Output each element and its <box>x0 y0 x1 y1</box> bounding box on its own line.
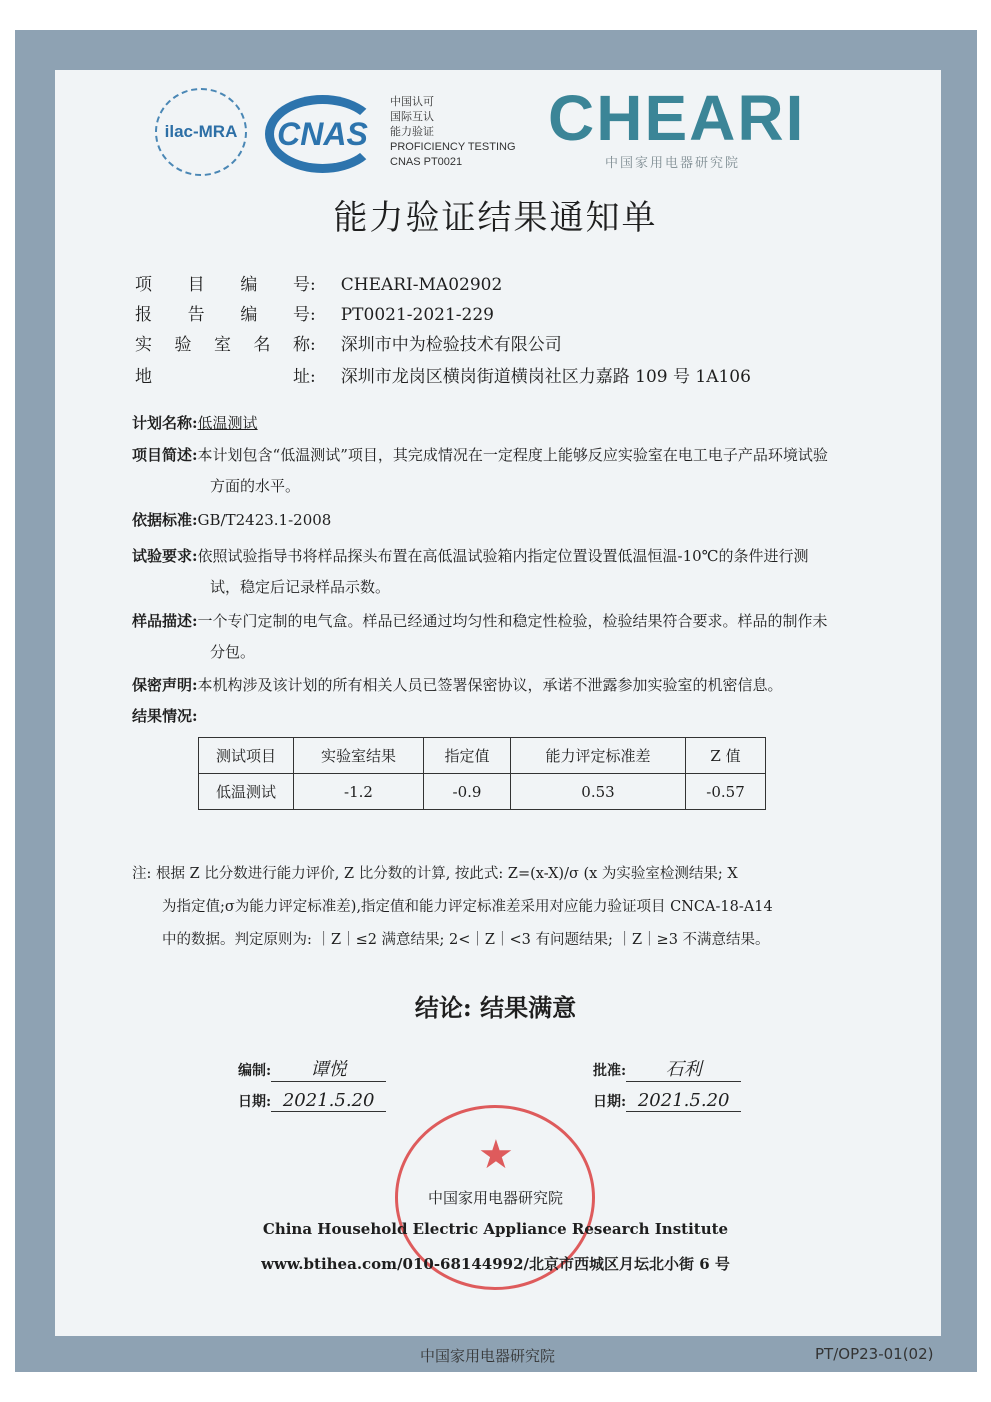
info-label: 地址 <box>135 367 310 387</box>
table-row <box>199 774 766 810</box>
note-line: 中的数据。判定原则为: ｜Z｜≤2 满意结果; 2<｜Z｜<3 有问题结果; ｜Z｜≥3 不满意结果。 <box>162 932 770 948</box>
pt-line: PROFICIENCY TESTING <box>390 141 516 153</box>
info-label: 项目编号 <box>135 275 310 295</box>
info-row: 报告编号: PT0021-2021-229 <box>135 300 494 325</box>
label: 批准: <box>593 1063 627 1079</box>
pt-line: 中国认可 <box>390 96 434 108</box>
conclusion: 结论: 结果满意 <box>414 993 577 1022</box>
ilac-mra-logo: ilac-MRA <box>155 88 247 176</box>
cell: -1.2 <box>294 774 424 810</box>
pt-line: 能力验证 <box>390 126 434 138</box>
signature: 谭悦 <box>271 1055 386 1082</box>
info-value: 深圳市中为检验技术有限公司 <box>340 335 562 355</box>
results-table <box>198 737 766 810</box>
signature: 石利 <box>626 1055 741 1082</box>
note-line: 为指定值;σ为能力评定标准差),指定值和能力评定标准差采用对应能力验证项目 CNCA-18-A14 <box>162 899 773 915</box>
requirement <box>132 541 837 603</box>
info-value: PT0021-2021-229 <box>340 305 494 325</box>
info-label: 实验室名称 <box>135 335 310 355</box>
cheari-subtitle: 中国家用电器研究院 <box>605 156 741 171</box>
value: 依照试验指导书将样品探头布置在高低温试验箱内指定位置设置低温恒温-10℃的条件进行测试，稳定后记录样品示数。 <box>197 547 809 596</box>
institute-cn: 中国家用电器研究院 <box>427 1189 563 1207</box>
cell: 低温测试 <box>199 774 294 810</box>
cell: -0.9 <box>424 774 511 810</box>
date-handwritten: 2021.5.20 <box>626 1090 741 1112</box>
pt-line: 国际互认 <box>390 111 434 123</box>
compiled-by <box>238 1055 386 1082</box>
footer-right: PT/OP23-01(02) <box>815 1345 934 1363</box>
info-row: 地址: 深圳市龙岗区横岗街道横岗社区力嘉路 109 号 1A106 <box>135 362 751 387</box>
header-cell: 指定值 <box>424 738 511 774</box>
value: 低温测试 <box>197 414 258 432</box>
label: 编制: <box>238 1063 272 1079</box>
standard <box>132 505 837 536</box>
confidential <box>132 670 837 701</box>
table-header <box>199 738 766 774</box>
label: 保密声明: <box>132 676 198 694</box>
value: 本机构涉及该计划的所有相关人员已签署保密协议，承诺不泄露参加实验室的机密信息。 <box>197 676 783 694</box>
header-cell: Z 值 <box>686 738 766 774</box>
value: 本计划包含“低温测试”项目，其完成情况在一定程度上能够反应实验室在电工电子产品环境试验方面的水平。 <box>197 446 828 495</box>
note-line: 注: 根据 Z 比分数进行能力评价, Z 比分数的计算, 按此式: Z=(x-X)/σ (x 为实验室检测结果; X <box>132 866 738 882</box>
label: 依据标准: <box>132 511 198 529</box>
info-row: 项目编号: CHEARI-MA02902 <box>135 270 502 295</box>
sample <box>132 606 837 668</box>
approved-by <box>593 1055 741 1082</box>
stamp-star-icon: ★ <box>478 1132 514 1178</box>
cheari-logo: CHEARI <box>548 82 806 154</box>
plan-name <box>132 408 837 439</box>
value: GB/T2423.1-2008 <box>197 511 332 529</box>
label: 结果情况: <box>132 707 198 725</box>
cell: -0.57 <box>686 774 766 810</box>
value: 一个专门定制的电气盒。样品已经通过均匀性和稳定性检验，检验结果符合要求。样品的制作未分包。 <box>197 612 828 661</box>
institute-en: China Household Electric Appliance Research Institute <box>262 1220 729 1238</box>
label: 项目简述: <box>132 446 198 464</box>
note <box>132 858 842 957</box>
footer-left: 中国家用电器研究院 <box>420 1347 556 1365</box>
label: 日期: <box>593 1094 627 1110</box>
info-value: 深圳市龙岗区横岗街道横岗社区力嘉路 109 号 1A106 <box>340 367 751 387</box>
description <box>132 440 837 502</box>
compiled-date <box>238 1090 386 1112</box>
label: 日期: <box>238 1094 272 1110</box>
pt-logo-text <box>390 95 516 170</box>
contact: www.btihea.com/010-68144992/北京市西城区月坛北小街 6 号 <box>261 1255 730 1273</box>
approved-date <box>593 1090 741 1112</box>
results-label <box>132 701 837 732</box>
pt-line: CNAS PT0021 <box>390 156 463 168</box>
cnas-logo: CNAS <box>265 95 380 173</box>
date-handwritten: 2021.5.20 <box>271 1090 386 1112</box>
label: 计划名称: <box>132 414 198 432</box>
document-title: 能力验证结果通知单 <box>333 198 658 238</box>
header-cell: 实验室结果 <box>294 738 424 774</box>
header-cell: 测试项目 <box>199 738 294 774</box>
label: 试验要求: <box>132 547 198 565</box>
header-cell: 能力评定标准差 <box>511 738 686 774</box>
info-label: 报告编号 <box>135 305 310 325</box>
info-row: 实验室名称: 深圳市中为检验技术有限公司 <box>135 330 562 355</box>
label: 样品描述: <box>132 612 198 630</box>
cell: 0.53 <box>511 774 686 810</box>
info-value: CHEARI-MA02902 <box>340 275 503 295</box>
